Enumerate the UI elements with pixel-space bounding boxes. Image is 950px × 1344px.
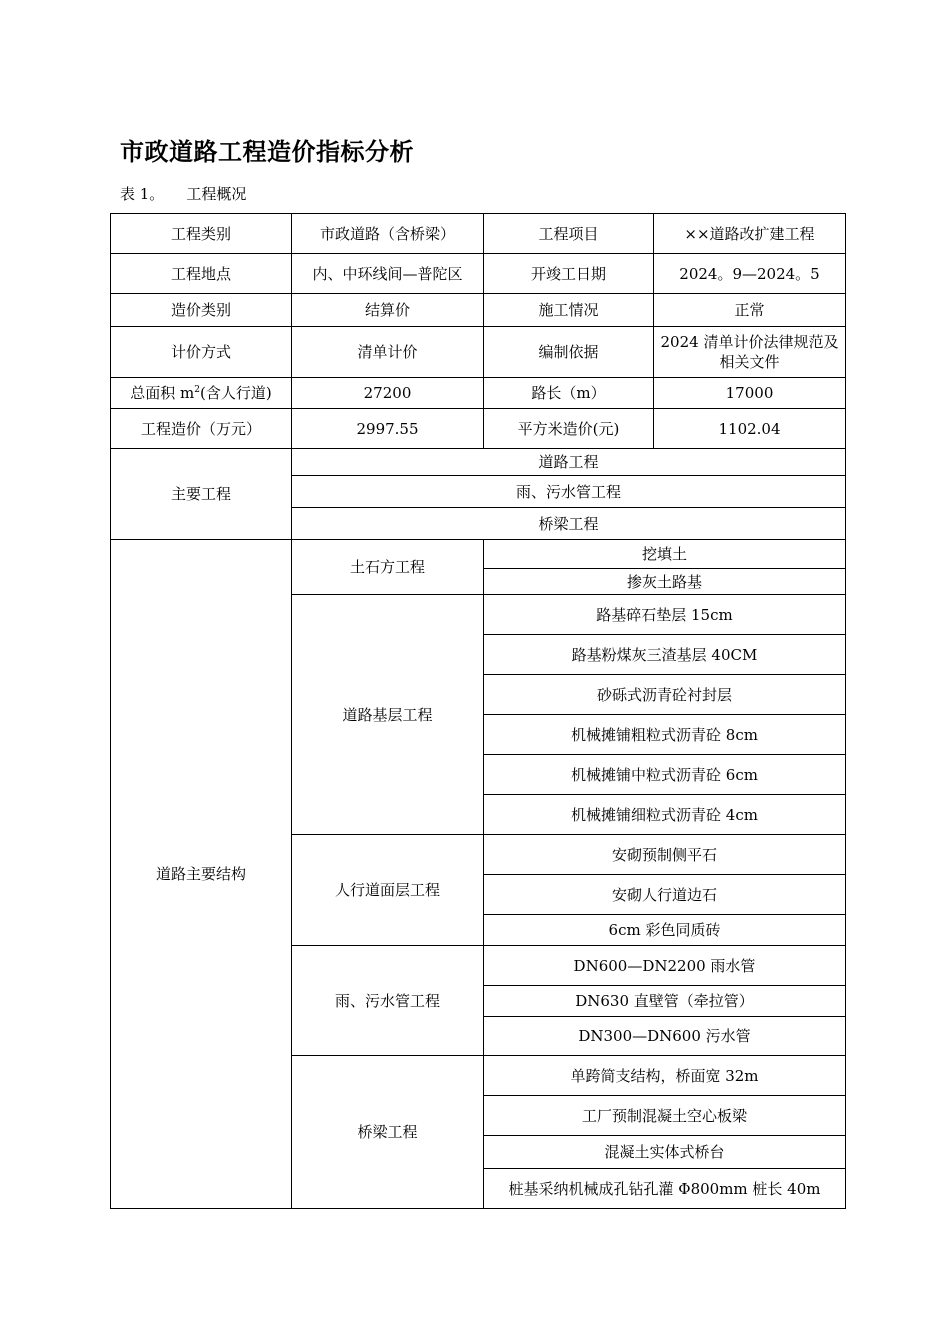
label-cell: 编制依据 [484, 327, 654, 378]
value-cell: 2024。9—2024。5 [654, 254, 846, 294]
table-row [111, 409, 846, 449]
value-cell: 17000 [654, 378, 846, 409]
structure-item: DN300—DN600 污水管 [484, 1017, 846, 1056]
structure-item: 路基粉煤灰三渣基层 40CM [484, 635, 846, 675]
table-row [111, 254, 846, 294]
project-overview-table [110, 213, 846, 1209]
table-row [111, 294, 846, 327]
caption-text: 工程概况 [186, 185, 247, 203]
table-row [111, 378, 846, 409]
value-cell: 2024 清单计价法律规范及相关文件 [654, 327, 846, 378]
label-cell: 造价类别 [111, 294, 292, 327]
structure-item: 混凝土实体式桥台 [484, 1136, 846, 1169]
structure-item: 掺灰土路基 [484, 569, 846, 595]
main-work-item: 雨、污水管工程 [292, 476, 846, 508]
value-cell: 正常 [654, 294, 846, 327]
value-cell: 2997.55 [292, 409, 484, 449]
value-cell: 内、中环线间—普陀区 [292, 254, 484, 294]
structure-item: 机械摊铺中粒式沥青砼 6cm [484, 755, 846, 795]
structure-item: DN600—DN2200 雨水管 [484, 946, 846, 986]
structure-item: 路基碎石垫层 15cm [484, 595, 846, 635]
table-caption [120, 183, 246, 204]
label-cell: 计价方式 [111, 327, 292, 378]
structure-item: 桩基采纳机械成孔钻孔灌 Φ800mm 桩长 40m [484, 1169, 846, 1209]
structure-item: 机械摊铺粗粒式沥青砼 8cm [484, 715, 846, 755]
value-cell: 清单计价 [292, 327, 484, 378]
label-cell: 路长（m） [484, 378, 654, 409]
structure-item: 安砌人行道边石 [484, 875, 846, 915]
structure-item: 工厂预制混凝土空心板梁 [484, 1096, 846, 1136]
label-cell: 总面积 $m^2$(含人行道) [111, 378, 292, 409]
label-cell: 开竣工日期 [484, 254, 654, 294]
structure-item: 挖填土 [484, 540, 846, 569]
structure-item: 机械摊铺细粒式沥青砼 4cm [484, 795, 846, 835]
structure-label: 道路主要结构 [111, 540, 292, 1209]
label-cell: 工程造价（万元） [111, 409, 292, 449]
structure-item: 6cm 彩色同质砖 [484, 915, 846, 946]
label-cell: 平方米造价(元) [484, 409, 654, 449]
structure-group-name: 人行道面层工程 [292, 835, 484, 946]
value-cell: 结算价 [292, 294, 484, 327]
structure-group-name: 道路基层工程 [292, 595, 484, 835]
label-cell: 工程类别 [111, 214, 292, 254]
table-row [111, 540, 846, 569]
structure-group-name: 雨、污水管工程 [292, 946, 484, 1056]
structure-item: 单跨简支结构，桥面宽 32m [484, 1056, 846, 1096]
value-cell: 27200 [292, 378, 484, 409]
structure-item: DN630 直壁管（牵拉管） [484, 986, 846, 1017]
page-title: 市政道路工程造价指标分析 [120, 138, 414, 166]
label-cell: 工程项目 [484, 214, 654, 254]
label-cell: 施工情况 [484, 294, 654, 327]
main-work-item: 道路工程 [292, 449, 846, 476]
value-cell: ××道路改扩建工程 [654, 214, 846, 254]
label-cell: 工程地点 [111, 254, 292, 294]
structure-item: 安砌预制侧平石 [484, 835, 846, 875]
table-row [111, 214, 846, 254]
structure-item: 砂砾式沥青砼衬封层 [484, 675, 846, 715]
caption-label: 表 1。 [120, 185, 165, 203]
structure-group-name: 桥梁工程 [292, 1056, 484, 1209]
main-works-label: 主要工程 [111, 449, 292, 540]
main-work-item: 桥梁工程 [292, 508, 846, 540]
table-row [111, 327, 846, 378]
value-cell: 市政道路（含桥梁） [292, 214, 484, 254]
table-row [111, 449, 846, 476]
structure-group-name: 土石方工程 [292, 540, 484, 595]
value-cell: 1102.04 [654, 409, 846, 449]
